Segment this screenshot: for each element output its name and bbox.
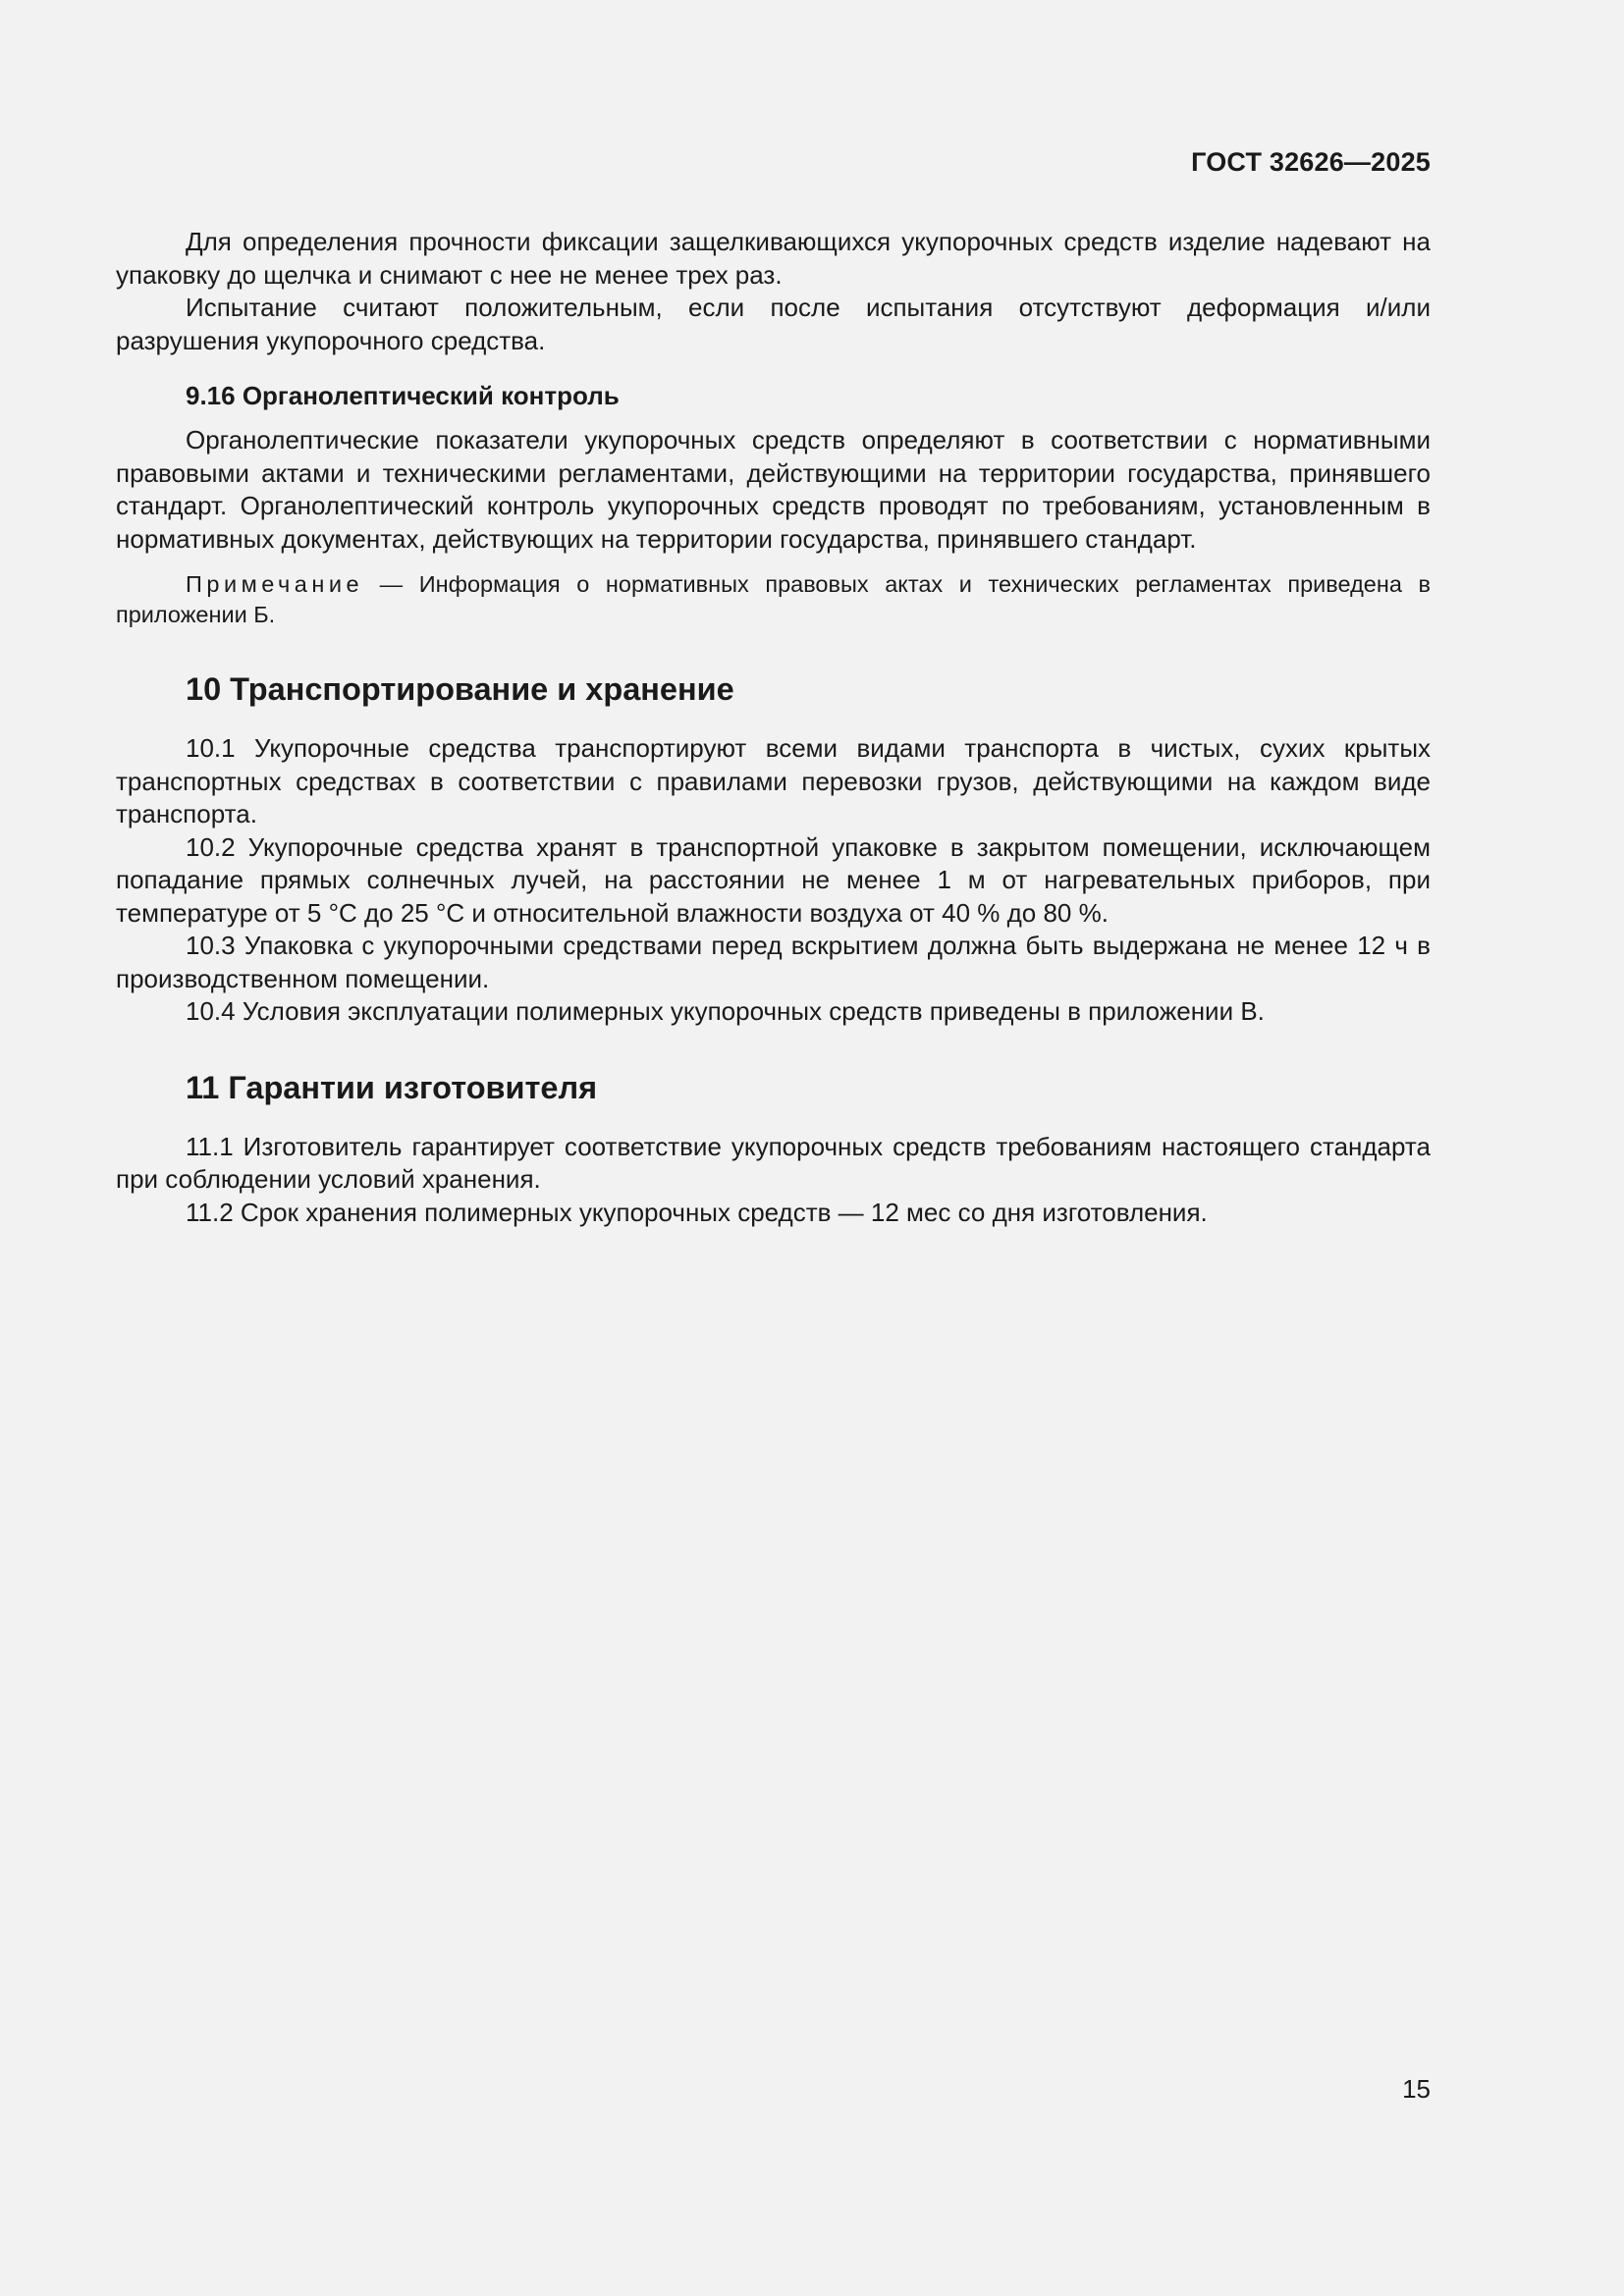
note-text: — Информация о нормативных правовых актах и технических регламентах приведена в приложении Б. xyxy=(116,571,1431,627)
page-number: 15 xyxy=(1402,2074,1431,2104)
document-code: ГОСТ 32626—2025 xyxy=(1191,147,1431,177)
paragraph-test-result: Испытание считают положительным, если после испытания отсутствуют деформация и/или разрушения укупорочного средства. xyxy=(116,293,1431,355)
paragraph-fixation-test: Для определения прочности фиксации защелкивающихся укупорочных средств изделие надевают на упаковку до щелчка и снимают с нее не менее трех раз. xyxy=(116,227,1431,290)
paragraph-10-1: 10.1 Укупорочные средства транспортируют всеми видами транспорта в чистых, сухих крытых транспортных средствах в соответствии с правилами перевозки грузов, действующими на каждом виде транспорта. xyxy=(116,733,1431,828)
paragraph-11-1: 11.1 Изготовитель гарантирует соответствие укупорочных средств требованиям настоящего стандарта при соблюдении условий хранения. xyxy=(116,1131,1431,1194)
paragraph-10-4: 10.4 Условия эксплуатации полимерных укупорочных средств приведены в приложении В. xyxy=(186,996,1265,1026)
note xyxy=(116,569,1431,630)
section-title-10: 10 Транспортирование и хранение xyxy=(186,671,734,707)
note-label: Примечание xyxy=(186,571,364,597)
paragraph-10-3: 10.3 Упаковка с укупорочными средствами перед вскрытием должна быть выдержана не менее 12 ч в производственном помещении. xyxy=(116,931,1431,993)
paragraph-11-2: 11.2 Срок хранения полимерных укупорочных средств — 12 мес со дня изготовления. xyxy=(186,1197,1208,1227)
section-title-11: 11 Гарантии изготовителя xyxy=(186,1069,598,1105)
subsection-title-9-16: 9.16 Органолептический контроль xyxy=(186,381,620,410)
paragraph-10-2: 10.2 Укупорочные средства хранят в транспортной упаковке в закрытом помещении, исключающем попадание прямых солнечных лучей, на расстоянии не менее 1 м от нагревательных приборов, при температуре от 5 °С до 25 °С и относительной влажности воздуха от 40 % до 80 %. xyxy=(116,831,1431,928)
paragraph-organoleptic: Органолептические показатели укупорочных средств определяют в соответствии с нормативными правовыми актами и техническими регламентами, действующими на территории государства, принявшего стандарт. Органолептический контроль укупорочных средств проводят по требованиям, установленным в нормативных документах, действующих на территории государства, принявшего стандарт. xyxy=(116,425,1431,554)
document-body xyxy=(116,226,1431,1229)
